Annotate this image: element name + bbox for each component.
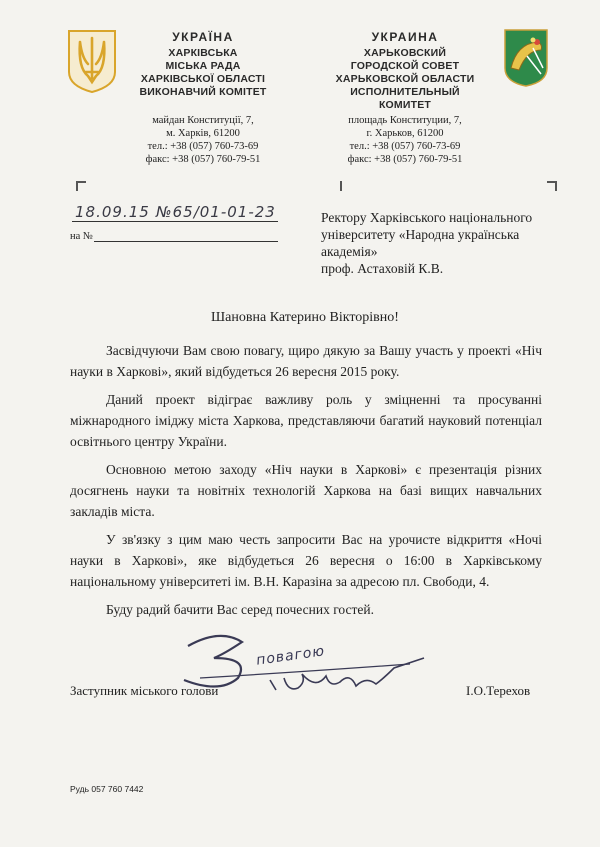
registration-number: №65/01-01-23 (156, 203, 276, 221)
address-left-line: м. Харків, 61200 (166, 128, 240, 139)
org-left-line: ХАРКІВСЬКОЇ ОБЛАСТІ (140, 73, 266, 85)
handwritten-signature (180, 628, 440, 708)
recipient-block (321, 209, 571, 277)
address-right-line: факс: +38 (057) 760-79-51 (347, 154, 463, 165)
address-left-line: факс: +38 (057) 760-79-51 (145, 154, 261, 165)
corner-mark (340, 181, 342, 191)
registration-date: 18.09.15 (75, 203, 150, 221)
reference-label: на № (70, 231, 93, 242)
address-right (330, 114, 480, 166)
org-right-line: ХАРЬКОВСКИЙ (363, 47, 447, 59)
registration-line (72, 221, 278, 222)
org-left-line: ХАРКІВСЬКА (168, 47, 238, 59)
address-left-line: майдан Конституції, 7, (152, 115, 254, 126)
org-left-line: ВИКОНАВЧИЙ КОМІТЕТ (139, 86, 267, 98)
handwritten-note: повагою (255, 643, 327, 669)
signatory-name: І.О.Терехов (466, 683, 531, 698)
address-right-line: площадь Конституции, 7, (348, 115, 462, 126)
address-right-line: тел.: +38 (057) 760-73-69 (349, 141, 461, 152)
body-paragraph: Даний проект відіграє важливу роль у зміцненні та просуванні міжнародного іміджу міста Харкова, представляючи багатий науковий потенціал освітнього центру України. (70, 392, 542, 449)
corner-mark (76, 181, 86, 183)
body-paragraph: У зв'язку з цим маю честь запросити Вас на урочисте відкриття «Ночі науки в Харкові», яке відбудеться 26 вересня о 16:00 в Харківському національному університеті ім. В.Н. Каразіна за адресою пл. Свободи, 4. (70, 532, 542, 589)
body-paragraph: Основною метою заходу «Ніч науки в Харкові» є презентація різних досягнень науки та новітніх технологій Харкова на базі вищих навчальних закладів міста. (70, 462, 542, 519)
address-left (128, 114, 278, 166)
handwritten-prefix (182, 620, 201, 655)
body-paragraph: Засвідчуючи Вам свою повагу, щиро дякую за Вашу участь у проекті «Ніч науки в Харкові», який відбудеться 26 вересня 2015 року. (70, 343, 542, 379)
address-right-line: г. Харьков, 61200 (366, 128, 444, 139)
org-right (330, 47, 480, 112)
footer-note: Рудь 057 760 7442 (70, 784, 144, 794)
kharkiv-coat-of-arms-icon (503, 28, 549, 88)
letter-body (70, 340, 542, 627)
org-right-line: ХАРЬКОВСКОЙ ОБЛАСТИ (335, 73, 475, 85)
address-left-line: тел.: +38 (057) 760-73-69 (147, 141, 259, 152)
corner-mark (547, 181, 557, 183)
org-left-line: МІСЬКА РАДА (165, 60, 241, 72)
reference-line (94, 241, 278, 242)
recipient-line: університету «Народна українська (321, 227, 520, 242)
country-left: УКРАЇНА (172, 30, 234, 44)
trident-emblem-icon (66, 28, 118, 94)
recipient-line: проф. Астаховій К.В. (321, 261, 444, 276)
signatory-title: Заступник міського голови (70, 683, 219, 698)
body-paragraph: Буду радий бачити Вас серед почесних гостей. (106, 602, 374, 617)
org-right-line: ГОРОДСКОЙ СОВЕТ (350, 60, 460, 72)
org-left (128, 47, 278, 99)
org-right-line: ИСПОЛНИТЕЛЬНЫЙ КОМИТЕТ (350, 86, 460, 111)
recipient-line: Ректору Харківського національного (321, 210, 533, 225)
country-right: УКРАИНА (371, 30, 439, 44)
recipient-line: академія» (321, 244, 378, 259)
salutation: Шановна Катерино Вікторівно! (211, 310, 399, 325)
